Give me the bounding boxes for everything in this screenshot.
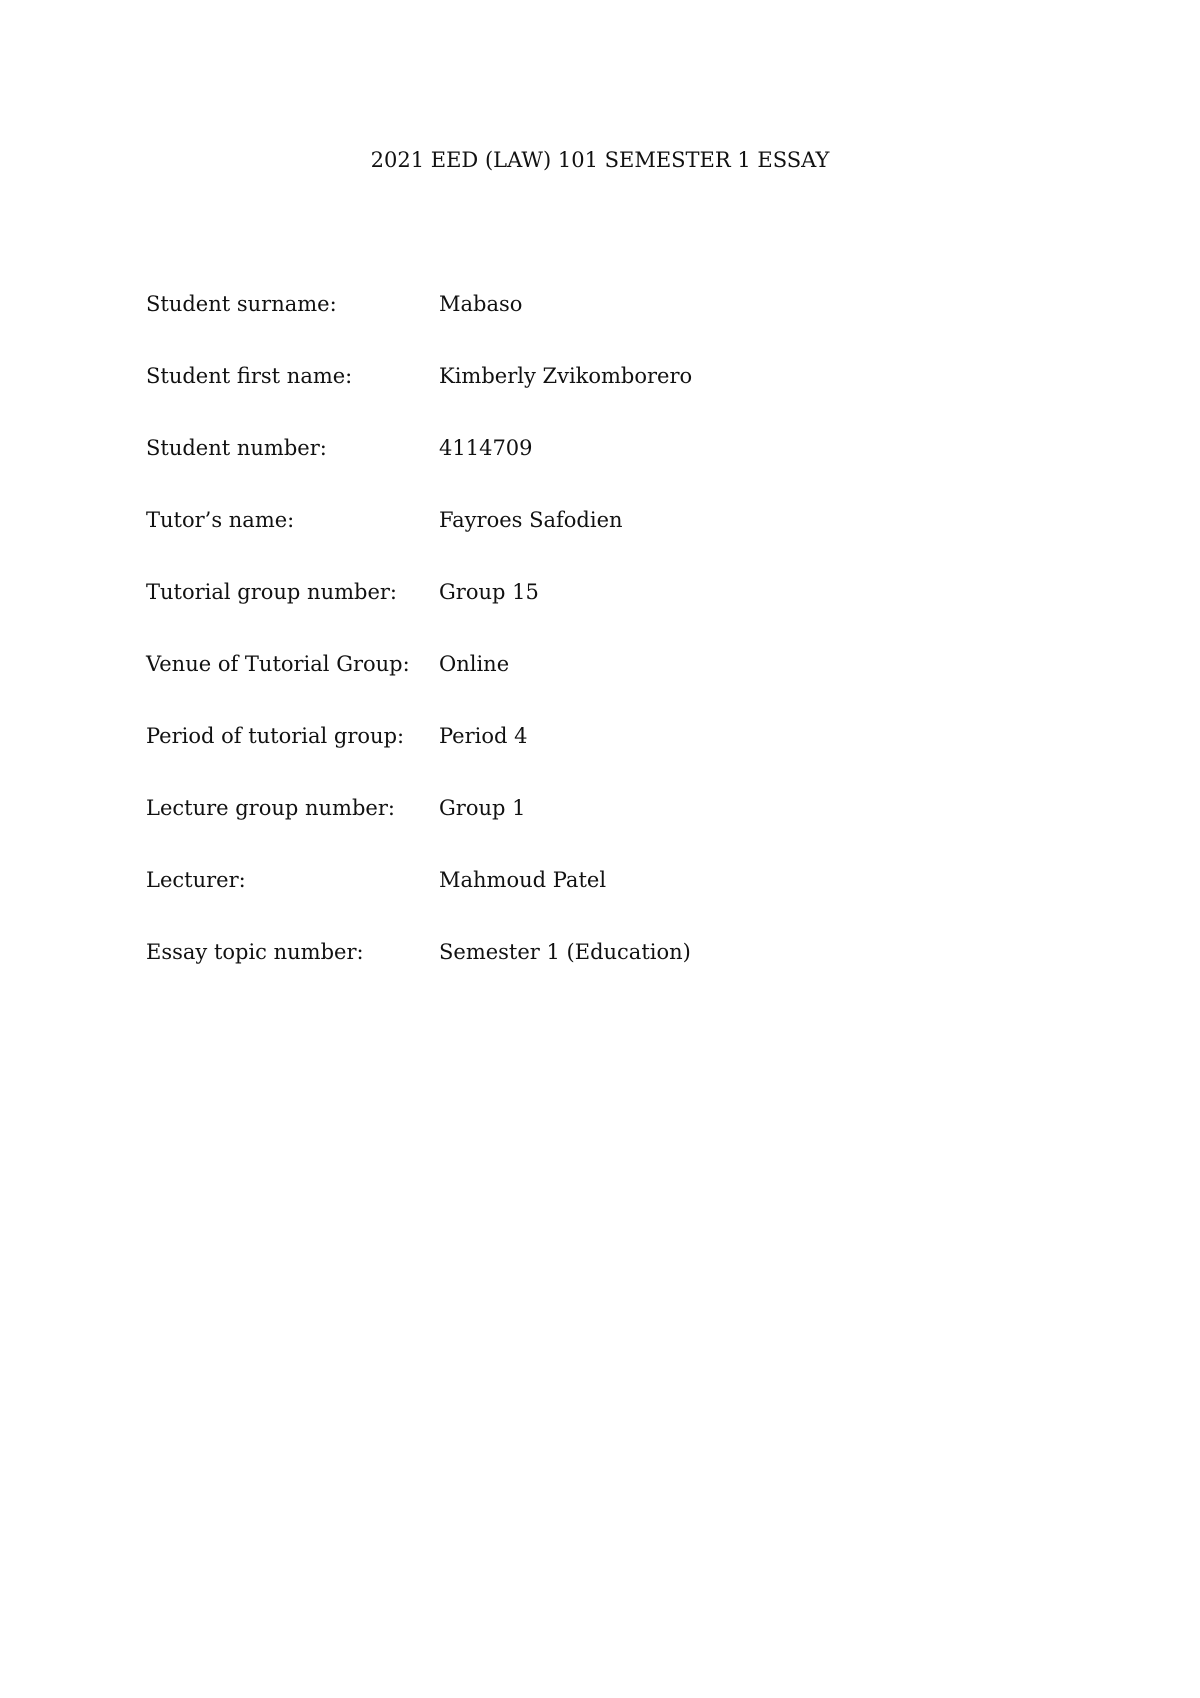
field-value: Group 1: [439, 796, 526, 820]
cover-details: [146, 290, 692, 1010]
field-value: Fayroes Safodien: [439, 508, 623, 532]
field-row-student-surname: [146, 290, 692, 362]
field-value: Group 15: [439, 580, 539, 604]
field-row-lecture-group-number: [146, 794, 692, 866]
field-label: Tutor’s name:: [146, 508, 295, 532]
field-value: Online: [439, 652, 510, 676]
field-label: Tutorial group number:: [146, 580, 397, 604]
field-value: Mabaso: [439, 292, 523, 316]
field-label: Period of tutorial group:: [146, 724, 405, 748]
field-row-venue-tutorial-group: [146, 650, 692, 722]
field-label: Lecture group number:: [146, 796, 395, 820]
field-value: Kimberly Zvikomborero: [439, 364, 693, 388]
document-title: 2021 EED (LAW) 101 SEMESTER 1 ESSAY: [370, 148, 830, 172]
field-label: Lecturer:: [146, 868, 246, 892]
field-row-lecturer: [146, 866, 692, 938]
field-row-period-tutorial-group: [146, 722, 692, 794]
field-label: Student first name:: [146, 364, 353, 388]
field-value: Semester 1 (Education): [439, 940, 691, 964]
field-value: 4114709: [439, 436, 533, 460]
field-value: Period 4: [439, 724, 528, 748]
field-row-tutor-name: [146, 506, 692, 578]
field-label: Venue of Tutorial Group:: [146, 652, 410, 676]
field-row-student-first-name: [146, 362, 692, 434]
field-label: Student surname:: [146, 292, 337, 316]
field-label: Essay topic number:: [146, 940, 364, 964]
field-row-student-number: [146, 434, 692, 506]
field-value: Mahmoud Patel: [439, 868, 607, 892]
field-row-tutorial-group-number: [146, 578, 692, 650]
field-row-essay-topic-number: [146, 938, 692, 1010]
field-label: Student number:: [146, 436, 327, 460]
